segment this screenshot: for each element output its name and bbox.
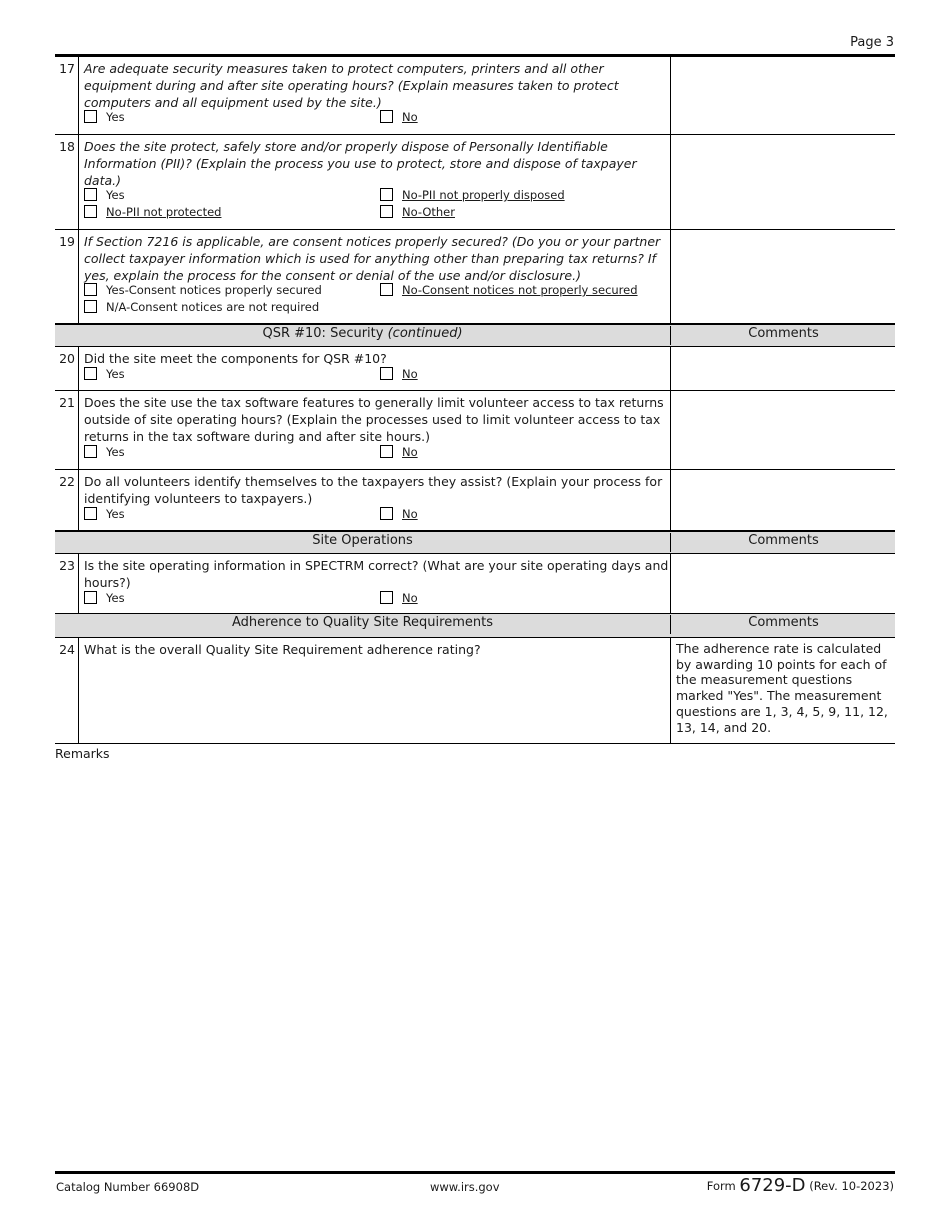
question-text: Does the site protect, safely store and/or properly dispose of Personally Identifiable Information (PII)? (Explain the process you use to protect, store and dispose of taxpayer data.) bbox=[84, 139, 637, 188]
option-na-consent-not-required[interactable]: N/A-Consent notices are not required bbox=[84, 300, 319, 315]
checkbox[interactable] bbox=[380, 283, 393, 296]
bottom-rule bbox=[55, 1171, 895, 1174]
checkbox[interactable] bbox=[380, 591, 393, 604]
question-text: Is the site operating information in SPECTRM correct? (What are your site operating days and hours?) bbox=[84, 558, 669, 590]
checkbox[interactable] bbox=[380, 445, 393, 458]
catalog-number: Catalog Number 66908D bbox=[56, 1180, 200, 1194]
comments-header: Comments bbox=[670, 533, 896, 552]
option-no-consent-not-secured[interactable]: No-Consent notices not properly secured bbox=[380, 283, 638, 298]
option-yes[interactable]: Yes bbox=[84, 445, 125, 460]
question-text: If Section 7216 is applicable, are consent notices properly secured? (Do you or your partner collect taxpayer information which is used for anything other than preparing tax returns? If yes, explain the process for the consent or denial of the use and/or disclosure.) bbox=[84, 234, 661, 283]
checkbox[interactable] bbox=[84, 205, 97, 218]
question-text: Did the site meet the components for QSR #10? bbox=[84, 351, 387, 366]
option-no[interactable]: No bbox=[380, 591, 418, 606]
option-yes[interactable]: Yes bbox=[84, 110, 125, 125]
option-yes[interactable]: Yes bbox=[84, 507, 125, 522]
section-title: QSR #10: Security (continued) bbox=[262, 326, 463, 341]
checkbox[interactable] bbox=[84, 591, 97, 604]
question-row-18 bbox=[55, 135, 895, 230]
section-title: Site Operations bbox=[312, 533, 413, 548]
question-row-19 bbox=[55, 230, 895, 324]
website-link[interactable]: www.irs.gov bbox=[430, 1180, 500, 1194]
comments-header: Comments bbox=[670, 326, 896, 345]
checkbox[interactable] bbox=[380, 367, 393, 380]
question-number: 20 bbox=[59, 351, 75, 366]
form-id: Form 6729-D (Rev. 10-2023) bbox=[706, 1175, 894, 1196]
option-no-pii-not-disposed[interactable]: No-PII not properly disposed bbox=[380, 188, 565, 203]
question-row-22 bbox=[55, 470, 895, 531]
adherence-comment: The adherence rate is calculated by awarding 10 points for each of the measurement questions marked "Yes". The measurement questions are 1, 3, 4, 5, 9, 11, 12, 13, 14, and 20. bbox=[676, 641, 888, 735]
checkbox[interactable] bbox=[84, 445, 97, 458]
question-text: Are adequate security measures taken to protect computers, printers and all other equipment during and after site operating hours? (Explain measures taken to protect computers and all equipment used by the site.) bbox=[84, 61, 619, 110]
checkbox[interactable] bbox=[84, 300, 97, 313]
checkbox[interactable] bbox=[380, 110, 393, 123]
section-header-security bbox=[55, 323, 895, 347]
option-no[interactable]: No bbox=[380, 110, 418, 125]
option-yes[interactable]: Yes bbox=[84, 188, 125, 203]
checkbox[interactable] bbox=[380, 205, 393, 218]
question-number: 18 bbox=[59, 139, 75, 154]
option-no[interactable]: No bbox=[380, 445, 418, 460]
question-text: Does the site use the tax software features to generally limit volunteer access to tax returns outside of site operating hours? (Explain the processes used to limit volunteer access to tax returns in the tax software during and after site hours.) bbox=[84, 395, 664, 444]
section-title: Adherence to Quality Site Requirements bbox=[232, 615, 493, 630]
question-number: 22 bbox=[59, 474, 75, 489]
question-text: Do all volunteers identify themselves to the taxpayers they assist? (Explain your process for identifying volunteers to taxpayers.) bbox=[84, 474, 663, 506]
question-number: 21 bbox=[59, 395, 75, 410]
question-number: 17 bbox=[59, 61, 75, 76]
section-header-adherence bbox=[55, 613, 895, 638]
checkbox[interactable] bbox=[84, 507, 97, 520]
option-yes-consent-secured[interactable]: Yes-Consent notices properly secured bbox=[84, 283, 322, 298]
comments-header: Comments bbox=[670, 615, 896, 634]
checkbox[interactable] bbox=[84, 367, 97, 380]
checkbox[interactable] bbox=[380, 507, 393, 520]
question-row-20 bbox=[55, 347, 895, 391]
section-header-site-operations bbox=[55, 530, 895, 554]
option-no[interactable]: No bbox=[380, 367, 418, 382]
option-yes[interactable]: Yes bbox=[84, 367, 125, 382]
remarks-label: Remarks bbox=[55, 746, 110, 761]
question-row-23 bbox=[55, 554, 895, 614]
option-no-pii-not-protected[interactable]: No-PII not protected bbox=[84, 205, 221, 220]
checkbox[interactable] bbox=[84, 283, 97, 296]
checkbox[interactable] bbox=[380, 188, 393, 201]
question-number: 19 bbox=[59, 234, 75, 249]
question-row-21 bbox=[55, 391, 895, 470]
question-text: What is the overall Quality Site Requirement adherence rating? bbox=[84, 642, 481, 657]
checkbox[interactable] bbox=[84, 188, 97, 201]
option-no-other[interactable]: No-Other bbox=[380, 205, 455, 220]
checkbox[interactable] bbox=[84, 110, 97, 123]
question-number: 24 bbox=[59, 642, 75, 657]
question-row-24 bbox=[55, 638, 895, 744]
question-number: 23 bbox=[59, 558, 75, 573]
page-number: Page 3 bbox=[850, 35, 894, 50]
option-no[interactable]: No bbox=[380, 507, 418, 522]
question-row-17 bbox=[55, 57, 895, 135]
option-yes[interactable]: Yes bbox=[84, 591, 125, 606]
